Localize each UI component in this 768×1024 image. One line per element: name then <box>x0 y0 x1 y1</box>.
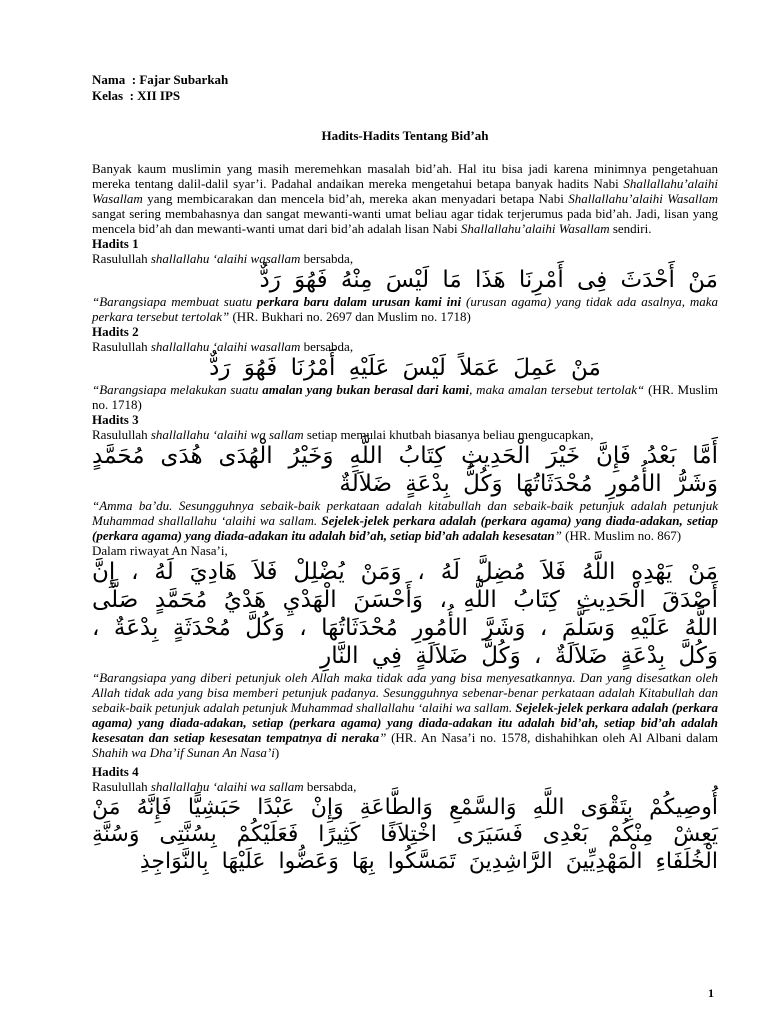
intro-text-4: sendiri. <box>609 221 652 236</box>
hadits4-lead <box>92 779 718 794</box>
hadits2-lead-a: Rasulullah <box>92 339 151 354</box>
hadits1-lead-italic: shallallahu ‘alaihi wasallam <box>150 251 301 266</box>
hadits3-trans-2: ” <box>554 528 562 543</box>
hadits3-lead <box>92 427 718 442</box>
hadits1-trans-1: “Barangsiapa membuat suatu <box>92 294 257 309</box>
kelas-label: Kelas <box>92 88 124 103</box>
nama-row: Nama : Fajar Subarkah <box>92 72 229 87</box>
hadits3-trans-1: “Amma ba’du. Sesungguhnya sebaik-baik perkataan adalah kitabullah dan sebaik-baik petunjuk adalah petunjuk Muhammad shallallahu ‘alaihi wa sallam. <box>92 498 718 528</box>
hadits2-lead-b: bersabda, <box>300 339 354 354</box>
hadits3-source-2b: ) <box>274 745 280 760</box>
page-number: 1 <box>708 986 714 1000</box>
hadits1-arabic: مَنْ أَحْدَثَ فِى أَمْرِنَا هَذَا مَا لَيْسَ مِنْهُ فَهُوَ رَدٌّ <box>259 267 718 293</box>
hadits3-translation-nasai <box>92 670 718 760</box>
hadits1-lead-a: Rasulullah <box>92 251 151 266</box>
hadits3-translation <box>92 498 718 543</box>
intro-italic-1: Shallallahu’alaihi Wasallam <box>92 176 718 206</box>
nama-label: Nama <box>92 72 126 87</box>
hadits3-trans-4: ” <box>379 730 387 745</box>
intro-text-1: Banyak kaum muslimin yang masih meremehkan masalah bid’ah. Hal itu bisa jadi karena minimnya pengetahuan mereka tentang dalil-dalil syar’i. Padahal andaikan mereka mengetahui betapa banyak hadits Nabi <box>92 161 718 191</box>
hadits3-lead-italic: shallallahu ‘alaihi wa sallam <box>150 427 304 442</box>
document-title: Hadits-Hadits Tentang Bid’ah <box>321 128 489 143</box>
hadits2-trans-bold: amalan yang bukan berasal dari kami <box>262 382 470 397</box>
hadits3-arabic: أَمَّا بَعْدُ فَإِنَّ خَيْرَ الْحَدِيثِ كِتَابُ اللَّهِ وَخَيْرُ الْهُدَى هُدَى مُحَمَّدٍ وَشَرُّ الأُمُورِ مُحْدَثَاتُهَا وَكُلُّ بِدْعَةٍ ضَلاَلَةٌ <box>92 443 718 497</box>
hadits3-nasai-lead: Dalam riwayat An Nasa’i, <box>92 543 228 558</box>
hadits1-trans-2: (urusan agama) yang tidak ada asalnya, maka perkara tersebut tertolak” <box>92 294 719 324</box>
hadits3-trans-3: “Barangsiapa yang diberi petunjuk oleh Allah maka tidak ada yang bisa menyesatkannya. Dan yang disesatkan oleh Allah tidak ada yang bisa memberi petunjuk padanya. Sesungguhnya sebenar-benar perkataan adalah Kitabullah dan sebaik-baik petunjuk adalah petunjuk Muhammad shallallahu ‘alaihi wa sallam. <box>92 670 718 715</box>
hadits3-lead-a: Rasulullah <box>92 427 151 442</box>
hadits2-source: (HR. Muslim no. 1718) <box>92 382 718 412</box>
nama-value: Fajar Subarkah <box>139 72 229 87</box>
hadits3-source-2-italic: Shahih wa Dha’if Sunan An Nasa’i <box>92 745 275 760</box>
hadits3-heading: Hadits 3 <box>92 412 139 427</box>
hadits4-lead-italic: shallallahu ‘alaihi wa sallam <box>150 779 304 794</box>
hadits1-translation <box>92 294 718 324</box>
hadits3-trans-bold-2: Sejelek-jelek perkara adalah (perkara agama) yang diada-adakan, setiap (perkara agama) yang diada-adakan itu adalah bid’ah, setiap bid’ah adalah kesesatan dan setiap kesesatan tempatnya di neraka <box>92 700 718 745</box>
kelas-row: Kelas : XII IPS <box>92 88 181 103</box>
hadits1-source: (HR. Bukhari no. 2697 dan Muslim no. 1718) <box>229 309 471 324</box>
hadits3-source: (HR. Muslim no. 867) <box>561 528 682 543</box>
hadits2-arabic: مَنْ عَمِلَ عَمَلاً لَيْسَ عَلَيْهِ أَمْرُنَا فَهُوَ رَدٌّ <box>209 355 601 381</box>
hadits2-trans-2: , maka amalan tersebut tertolak“ <box>469 382 645 397</box>
hadits2-lead-italic: shallallahu ‘alaihi wasallam <box>150 339 301 354</box>
hadits1-trans-bold: perkara baru dalam urusan kami ini <box>256 294 462 309</box>
document-page <box>92 72 718 875</box>
hadits4-heading: Hadits 4 <box>92 764 139 779</box>
intro-text-3: sangat sering membahasnya dan sangat mewanti-wanti umat beliau agar tidak terjerumus pada bid’ah. Jadi, lisan yang mencela bid’ah dan mewanti-wanti umat dari bid’ah adalah lisan Nabi <box>92 206 718 236</box>
hadits1-heading: Hadits 1 <box>92 236 139 251</box>
hadits2-lead <box>92 339 718 354</box>
intro-paragraph <box>92 161 718 236</box>
intro-text-2: yang membicarakan dan mencela bid’ah, mereka akan menyadari betapa Nabi <box>142 191 569 206</box>
hadits1-lead-b: bersabda, <box>300 251 354 266</box>
hadits2-trans-1: “Barangsiapa melakukan suatu <box>92 382 263 397</box>
hadits3-trans-bold: Sejelek-jelek perkara adalah (perkara agama) yang diada-adakan, setiap (perkara agama) yang diada-adakan itu adalah bid’ah, setiap bid’ah adalah kesesatan <box>92 513 718 543</box>
hadits3-source-2a: (HR. An Nasa’i no. 1578, dishahihkan oleh Al Albani dalam <box>386 730 718 745</box>
hadits2-translation <box>92 382 718 412</box>
hadits3-lead-b: setiap memulai khutbah biasanya beliau mengucapkan, <box>303 427 594 442</box>
intro-italic-3: Shallallahu’alaihi Wasallam <box>460 221 610 236</box>
hadits1-lead <box>92 251 718 266</box>
hadits4-arabic: أُوصِيكُمْ بِتَقْوَى اللَّهِ وَالسَّمْعِ وَالطَّاعَةِ وَإِنْ عَبْدًا حَبَشِيًّا فَإِنَّهُ مَنْ يَعِشْ مِنْكُمْ بَعْدِى فَسَيَرَى اخْتِلاَفًا كَثِيرًا فَعَلَيْكُمْ بِسُنَّتِى وَسُنَّةِ الْخُلَفَاءِ الْمَهْدِيِّينَ الرَّاشِدِينَ تَمَسَّكُوا بِهَا وَعَضُّوا عَلَيْهَا بِالنَّوَاجِذِ <box>92 795 718 874</box>
hadits4-lead-b: bersabda, <box>303 779 357 794</box>
intro-italic-2: Shallallahu’alaihi Wasallam <box>568 191 719 206</box>
hadits2-heading: Hadits 2 <box>92 324 139 339</box>
kelas-value: XII IPS <box>137 88 181 103</box>
hadits3-arabic-nasai: مَنْ يَهْدِهِ اللَّهُ فَلاَ مُضِلَّ لَهُ ، وَمَنْ يُضْلِلْ فَلاَ هَادِيَ لَهُ ، إِنَّ أَصْدَقَ الْحَدِيثِ كِتَابُ اللَّهِ ، وَأَحْسَنَ الْهَدْيِ هَدْيُ مُحَمَّدٍ صَلَّى اللَّهُ عَلَيْهِ وَسَلَّمَ ، وَشَرَّ الأُمُورِ مُحْدَثَاتُهَا ، وَكُلَّ مُحْدَثَةٍ بِدْعَةٌ ، وَكُلَّ بِدْعَةٍ ضَلاَلَةٌ ، وَكُلَّ ضَلاَلَةٍ فِي النَّارِ <box>92 559 718 669</box>
hadits4-lead-a: Rasulullah <box>92 779 151 794</box>
